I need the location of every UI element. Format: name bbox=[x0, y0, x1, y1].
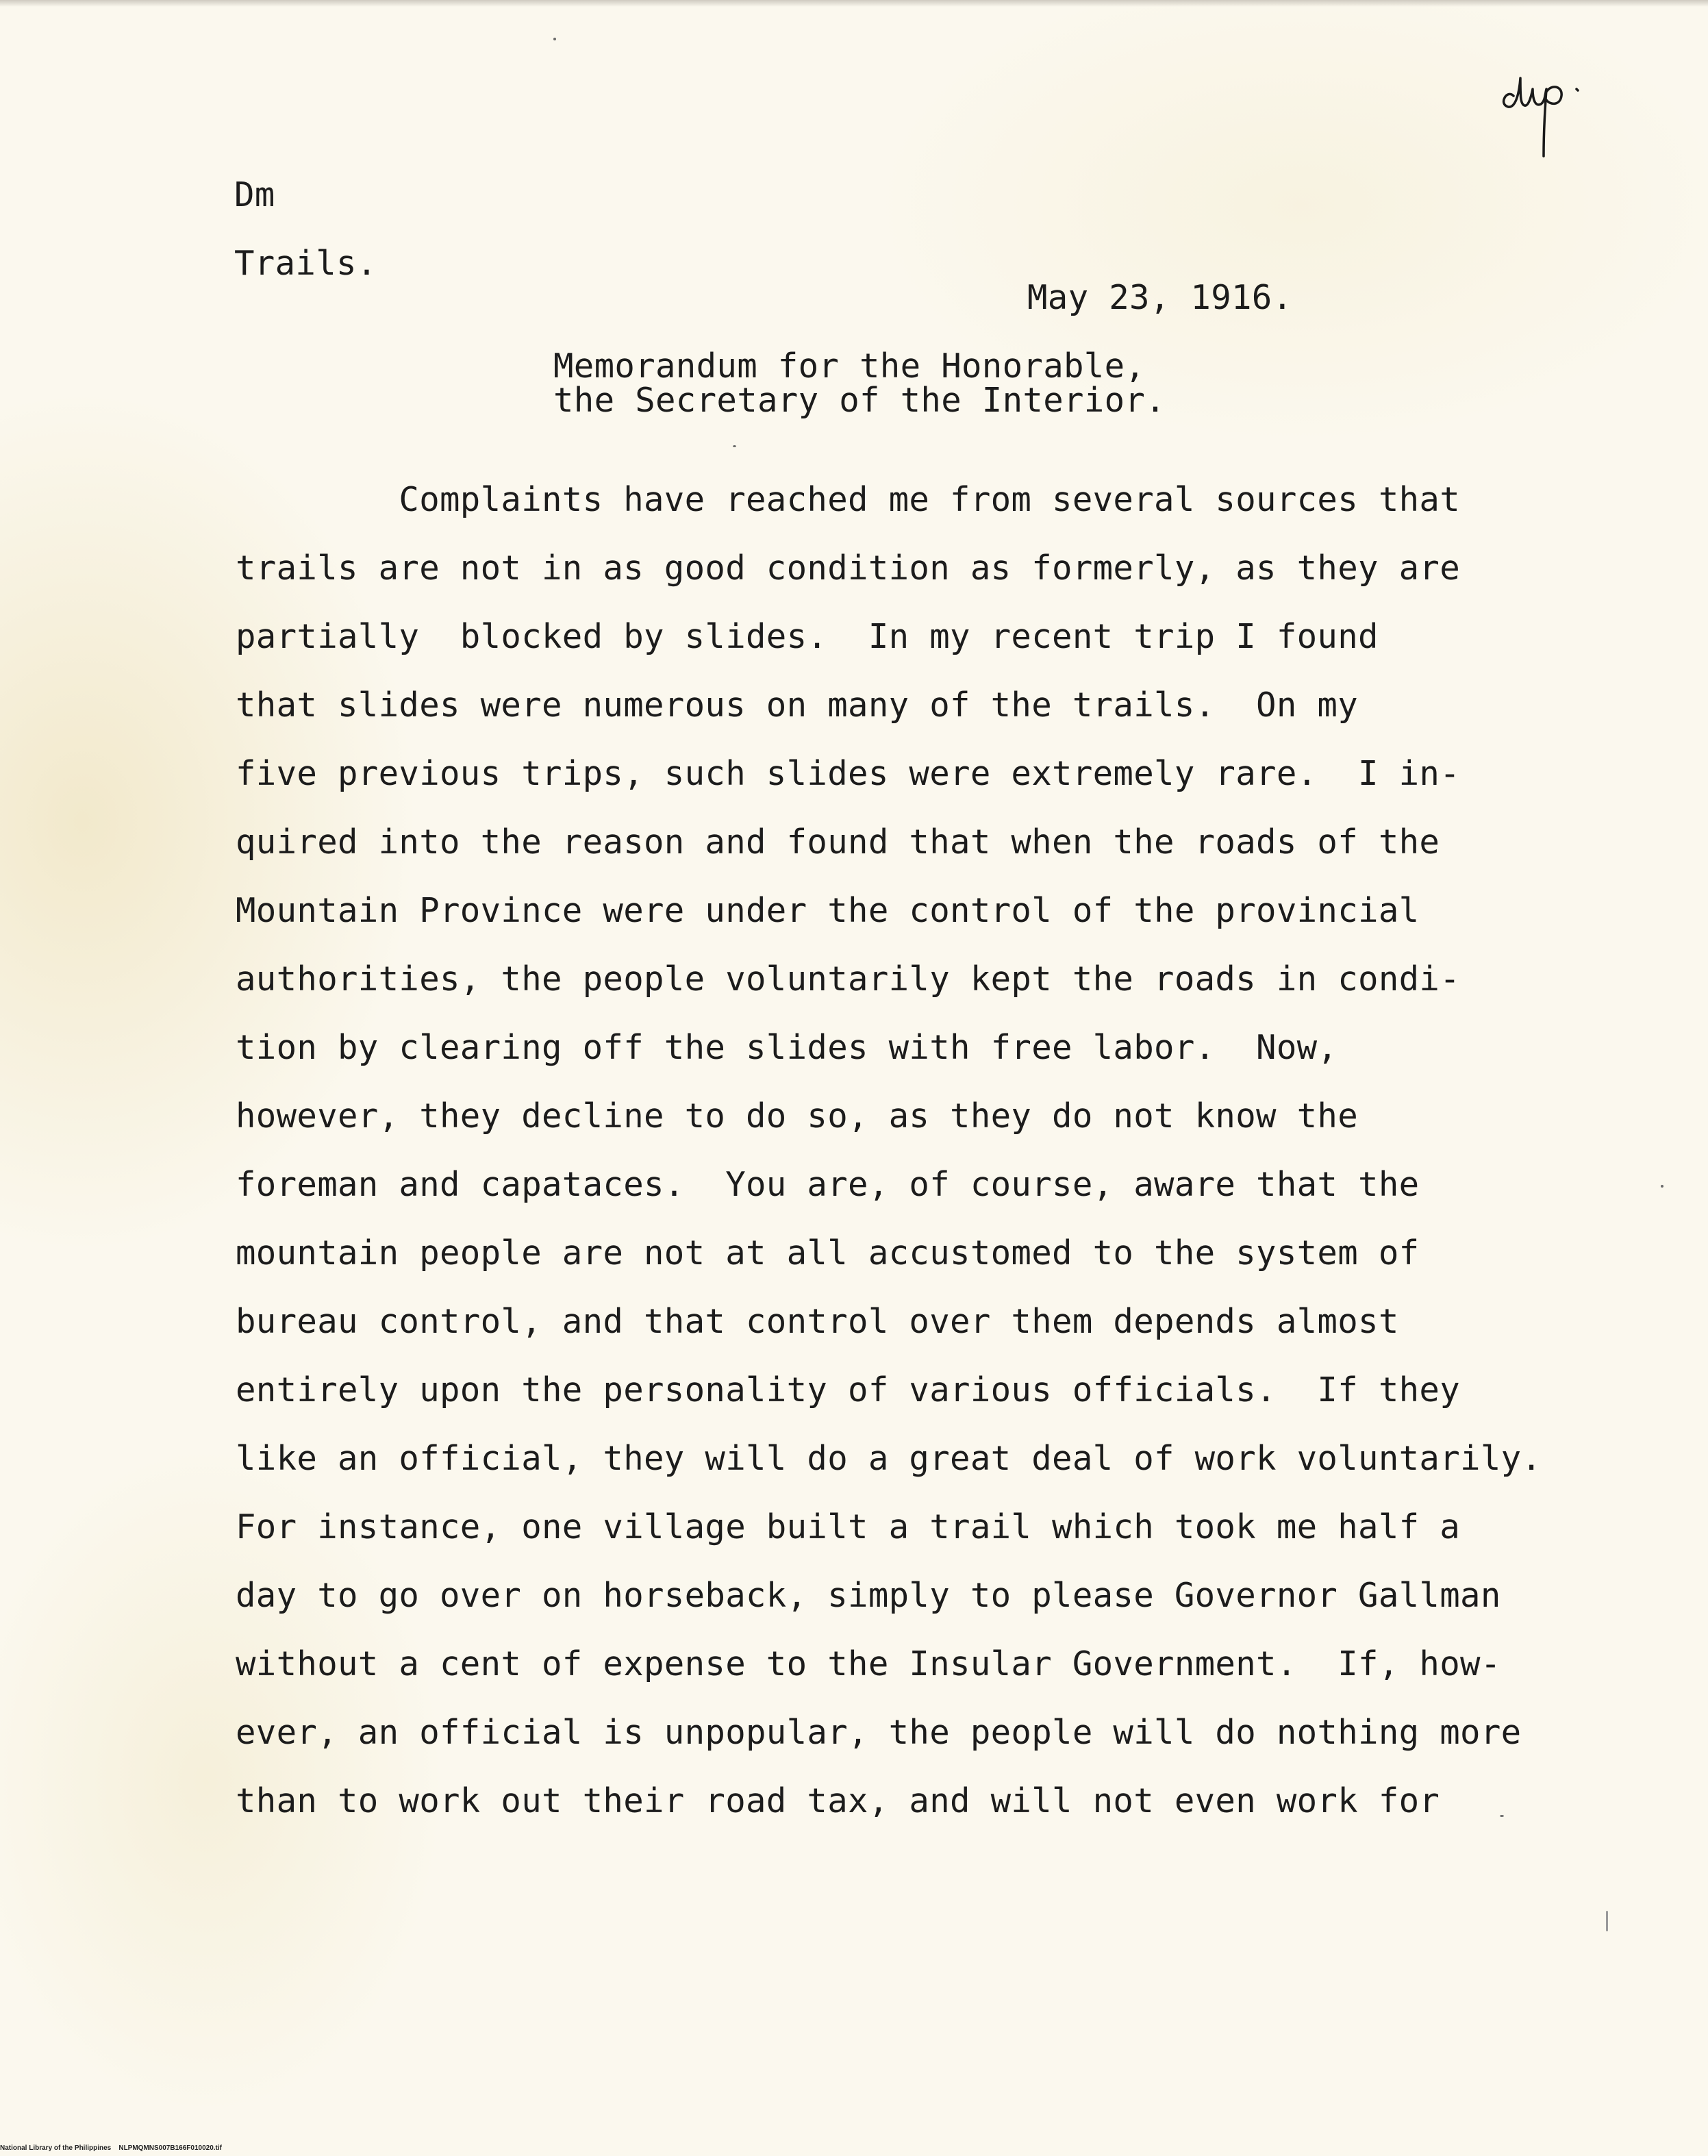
memo-addressee-line-2: the Secretary of the Interior. bbox=[553, 381, 1166, 420]
memo-date: May 23, 1916. bbox=[1027, 278, 1293, 317]
body-line: authorities, the people voluntarily kept the roads in condi- bbox=[236, 960, 1461, 999]
body-line: like an official, they will do a great deal of work voluntarily. bbox=[236, 1439, 1542, 1478]
body-line: Mountain Province were under the control of the provincial bbox=[236, 891, 1420, 930]
body-line: than to work out their road tax, and will not even work for bbox=[236, 1781, 1440, 1820]
paper-speck bbox=[1500, 1815, 1504, 1817]
body-line: foreman and capataces. You are, of course, aware that the bbox=[236, 1165, 1420, 1204]
reference-code: Dm bbox=[234, 175, 275, 214]
body-line: entirely upon the personality of various officials. If they bbox=[236, 1370, 1461, 1409]
body-line: bureau control, and that control over them depends almost bbox=[236, 1302, 1399, 1341]
memo-addressee-line-1: Memorandum for the Honorable, bbox=[553, 347, 1146, 386]
body-line: quired into the reason and found that when the roads of the bbox=[236, 823, 1440, 862]
body-line: however, they decline to do so, as they do not know the bbox=[236, 1096, 1359, 1136]
paper-speck bbox=[553, 38, 556, 40]
body-line: ever, an official is unpopular, the people will do nothing more bbox=[236, 1713, 1522, 1752]
body-line: trails are not in as good condition as formerly, as they are bbox=[236, 549, 1461, 588]
body-line: tion by clearing off the slides with free labor. Now, bbox=[236, 1028, 1338, 1067]
body-line: without a cent of expense to the Insular Government. If, how- bbox=[236, 1644, 1501, 1683]
body-line: day to go over on horseback, simply to please Governor Gallman bbox=[236, 1576, 1501, 1615]
paper-speck bbox=[733, 445, 736, 447]
body-line: that slides were numerous on many of the trails. On my bbox=[236, 686, 1359, 725]
handwritten-dup-note bbox=[1500, 68, 1623, 164]
body-line: For instance, one village built a trail which took me half a bbox=[236, 1507, 1461, 1546]
body-line: Complaints have reached me from several sources that bbox=[236, 480, 1461, 519]
scan-edge bbox=[0, 0, 1708, 7]
body-line: five previous trips, such slides were extremely rare. I in- bbox=[236, 754, 1461, 793]
paper-speck bbox=[1661, 1185, 1663, 1188]
reference-subject: Trails. bbox=[234, 244, 377, 283]
body-line: partially blocked by slides. In my recent trip I found bbox=[236, 617, 1379, 656]
paper-mark bbox=[1606, 1911, 1608, 1931]
body-line: mountain people are not at all accustomed to the system of bbox=[236, 1233, 1420, 1273]
scan-footer-label: National Library of the Philippines NLPMQMNS007B166F010020.tif bbox=[0, 2144, 222, 2152]
